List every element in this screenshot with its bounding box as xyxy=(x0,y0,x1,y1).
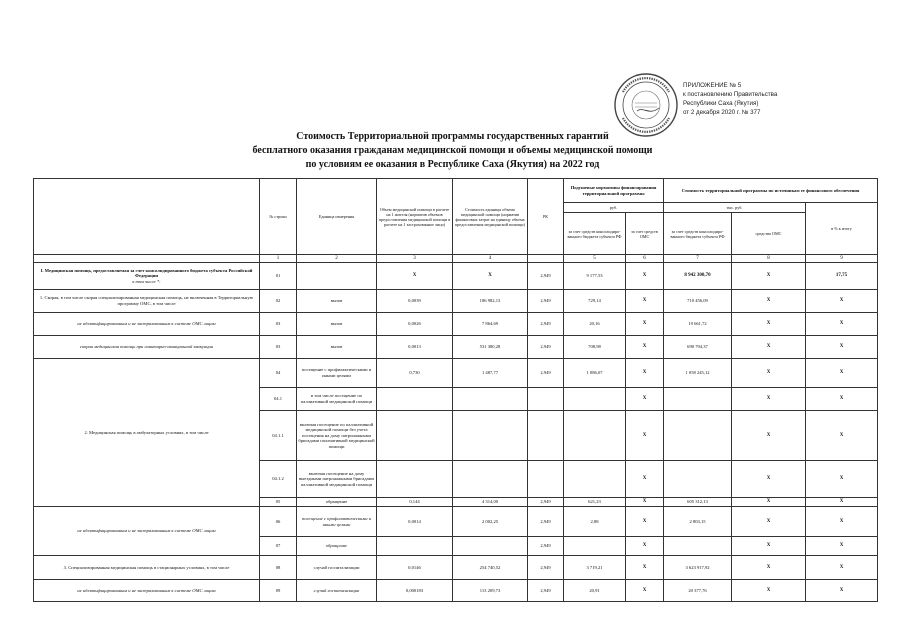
cell-cost xyxy=(453,388,528,411)
col-number: 4 xyxy=(453,255,528,263)
cell-oms-total: X xyxy=(732,537,806,556)
col-number: 5 xyxy=(564,255,626,263)
cell-budget: 2,88 xyxy=(564,507,626,537)
cell-cost: X xyxy=(453,263,528,290)
cell-budget xyxy=(564,388,626,411)
cell-oms-total: X xyxy=(732,507,806,537)
col-number: 3 xyxy=(377,255,453,263)
header-row-num: № строки xyxy=(260,179,297,255)
cell-volume xyxy=(377,388,453,411)
cell-num: 02 xyxy=(260,290,297,313)
cell-rk: 2,949 xyxy=(528,507,564,537)
title-line: бесплатного оказания гражданам медицинской помощи и объемы медицинской помощи xyxy=(252,145,653,156)
column-number-row xyxy=(34,255,878,263)
cell-budget-total: 710 456,09 xyxy=(664,290,732,313)
cell-cost: 186 982,13 xyxy=(453,290,528,313)
official-seal xyxy=(613,72,679,138)
cell-oms-total: X xyxy=(732,263,806,290)
cell-rk: 2,949 xyxy=(528,580,564,602)
cell-percent: X xyxy=(806,498,878,507)
cell-oms: X xyxy=(626,336,664,359)
cell-unit: в том числе посещение по паллиативной медицинской помощи xyxy=(297,388,377,411)
cell-unit: включая посещение по паллиативной медицинской помощи без учета посещения на дому патронажными бригадами паллиативной медицинской помощи xyxy=(297,411,377,461)
table-row xyxy=(34,290,878,313)
cell-unit xyxy=(297,263,377,290)
cell-rk: 2,949 xyxy=(528,537,564,556)
table-row xyxy=(34,359,878,388)
program-cost-table xyxy=(33,178,878,602)
col-number-blank xyxy=(34,255,260,263)
appendix-line: ПРИЛОЖЕНИЕ № 5 xyxy=(683,82,742,89)
cell-num: 04.1.1 xyxy=(260,411,297,461)
header-oms: за счет средств ОМС xyxy=(626,213,664,255)
row-label: не идентифицированным и не застрахованным в системе ОМС лицам xyxy=(34,507,260,556)
cell-unit: включая посещение на дому выездными патронажными бригадами паллиативной медицинской помощи xyxy=(297,461,377,498)
cell-volume: X xyxy=(377,263,453,290)
cell-oms-total: X xyxy=(732,556,806,580)
header-per-capita: Подушевые нормативы финансирования территориальной программы xyxy=(564,179,664,203)
cell-percent: X xyxy=(806,461,878,498)
cell-oms: X xyxy=(626,290,664,313)
header-cost: Стоимость единицы объема медицинской помощи (норматив финансовых затрат на единицу объема предоставления медицинской помощи) xyxy=(453,179,528,255)
cell-num: 07 xyxy=(260,537,297,556)
cell-cost: 7 864,69 xyxy=(453,313,528,336)
cell-budget-total: 8 942 300,70 xyxy=(664,263,732,290)
cell-rk: 2,949 xyxy=(528,336,564,359)
cell-unit: случай госпитализации xyxy=(297,556,377,580)
cell-rk: 2,949 xyxy=(528,313,564,336)
cell-volume: 0,144 xyxy=(377,498,453,507)
cell-cost: 254 740,52 xyxy=(453,556,528,580)
cell-budget-total: 605 312,13 xyxy=(664,498,732,507)
row-label: 1. Скорая, в том числе скорая специализированная медицинская помощь, не включенная в Территориальную программу ОМС, в том числе xyxy=(34,290,260,313)
cell-num: 04.1 xyxy=(260,388,297,411)
cell-num: 04.1.2 xyxy=(260,461,297,498)
cell-budget xyxy=(564,537,626,556)
cell-volume xyxy=(377,537,453,556)
col-number: 6 xyxy=(626,255,664,263)
cell-oms: X xyxy=(626,263,664,290)
row-label: не идентифицированным и не застрахованным в системе ОМС лицам xyxy=(34,313,260,336)
col-number: 9 xyxy=(806,255,878,263)
cell-oms: X xyxy=(626,498,664,507)
row-label: I. Медицинская помощь, предоставляемая за счет консолидированного бюджета субъекта Российской Федерации в том числе *: xyxy=(34,263,260,290)
appendix-block xyxy=(683,81,883,117)
cell-budget: 20,91 xyxy=(564,580,626,602)
cell-budget xyxy=(564,411,626,461)
cell-unit: случай госпитализации xyxy=(297,580,377,602)
cell-budget: 9 177,53 xyxy=(564,263,626,290)
cell-budget-total xyxy=(664,537,732,556)
cell-oms: X xyxy=(626,359,664,388)
cell-budget-total xyxy=(664,411,732,461)
title-line: Стоимость Территориальной программы государственных гарантий xyxy=(296,131,609,142)
cell-rk: 2,949 xyxy=(528,290,564,313)
cell-budget: 1 086,07 xyxy=(564,359,626,388)
cell-unit: вызов xyxy=(297,336,377,359)
cell-percent: X xyxy=(806,507,878,537)
cell-percent: X xyxy=(806,556,878,580)
table-row xyxy=(34,580,878,602)
row-label: 3. Специализированная медицинская помощь в стационарных условиях, в том числе xyxy=(34,556,260,580)
cell-oms-total: X xyxy=(732,290,806,313)
cell-cost: 531 380,28 xyxy=(453,336,528,359)
cell-cost: 2 002,25 xyxy=(453,507,528,537)
cell-percent: X xyxy=(806,313,878,336)
cell-volume: 0,000183 xyxy=(377,580,453,602)
cell-oms-total: X xyxy=(732,336,806,359)
row-label: скорая медицинская помощь при санитарно-авиационной эвакуации xyxy=(34,336,260,359)
cell-budget-total xyxy=(664,461,732,498)
appendix-line: Республики Саха (Якутия) xyxy=(683,100,759,107)
cell-oms-total: X xyxy=(732,359,806,388)
cell-unit: посещение с профилактическими и иными целями xyxy=(297,507,377,537)
table-row xyxy=(34,336,878,359)
cell-oms: X xyxy=(626,556,664,580)
cell-rk: 2,949 xyxy=(528,556,564,580)
cell-cost: 1 487,77 xyxy=(453,359,528,388)
cell-percent: X xyxy=(806,290,878,313)
cell-budget-total: 20 377,76 xyxy=(664,580,732,602)
cell-budget: 621,23 xyxy=(564,498,626,507)
header-rk: РК xyxy=(528,179,564,255)
cell-volume xyxy=(377,411,453,461)
cell-oms-total: X xyxy=(732,411,806,461)
cell-percent: 17,75 xyxy=(806,263,878,290)
header-oms-total: средства ОМС xyxy=(732,213,806,255)
table-row xyxy=(34,556,878,580)
cell-budget: 729,14 xyxy=(564,290,626,313)
col-number: 2 xyxy=(297,255,377,263)
cell-unit: вызов xyxy=(297,313,377,336)
cell-num: 09 xyxy=(260,580,297,602)
cell-volume: 0,0146 xyxy=(377,556,453,580)
cell-volume: 0,0013 xyxy=(377,336,453,359)
cell-unit: обращение xyxy=(297,498,377,507)
cell-oms: X xyxy=(626,313,664,336)
cell-oms: X xyxy=(626,461,664,498)
header-percent: в % к итогу xyxy=(806,203,878,255)
cell-budget: 708,98 xyxy=(564,336,626,359)
cell-oms: X xyxy=(626,537,664,556)
appendix-line: к постановлению Правительства xyxy=(683,91,778,98)
document-title xyxy=(0,130,905,172)
cell-oms: X xyxy=(626,507,664,537)
cell-percent: X xyxy=(806,537,878,556)
cell-unit: посещение с профилактическими и иными целями xyxy=(297,359,377,388)
cell-oms-total: X xyxy=(732,580,806,602)
cell-oms-total: X xyxy=(732,388,806,411)
cell-percent: X xyxy=(806,336,878,359)
cell-budget-total: 19 661,72 xyxy=(664,313,732,336)
cell-oms-total: X xyxy=(732,498,806,507)
cell-cost xyxy=(453,461,528,498)
cell-unit: вызов xyxy=(297,290,377,313)
cell-budget: 20,16 xyxy=(564,313,626,336)
header-budget-total: за счет средств консолидиро-ванного бюджета субъекта РФ xyxy=(664,213,732,255)
header-empty xyxy=(34,179,260,255)
header-volume: Объем медицинской помощи в расчете на 1 жителя (норматив объемов предоставления медицинской помощи в расчете на 1 застрахованное лицо) xyxy=(377,179,453,255)
table-row xyxy=(34,313,878,336)
cell-volume xyxy=(377,461,453,498)
cell-num: 04 xyxy=(260,359,297,388)
cell-budget-total xyxy=(664,388,732,411)
cell-oms: X xyxy=(626,411,664,461)
cell-percent: X xyxy=(806,411,878,461)
cell-rk: 2,949 xyxy=(528,359,564,388)
cell-volume: 0,0039 xyxy=(377,290,453,313)
row-label: 2. Медицинская помощь в амбулаторных условиях, в том числе xyxy=(34,359,260,507)
cell-budget: 3 719,21 xyxy=(564,556,626,580)
row-label: не идентифицированным и не застрахованным в системе ОМС лицам xyxy=(34,580,260,602)
cell-volume: 0,0014 xyxy=(377,507,453,537)
cell-oms: X xyxy=(626,580,664,602)
cell-num: 03 xyxy=(260,313,297,336)
cell-cost: 113 209,73 xyxy=(453,580,528,602)
header-unit: Единица измерения xyxy=(297,179,377,255)
cell-percent: X xyxy=(806,388,878,411)
cell-num: 03 xyxy=(260,336,297,359)
cell-budget-total: 1 058 245,12 xyxy=(664,359,732,388)
cell-cost: 4 314,00 xyxy=(453,498,528,507)
appendix-line: от 2 декабря 2020 г. № 377 xyxy=(683,109,761,116)
cell-volume: 0,730 xyxy=(377,359,453,388)
header-total: Стоимость территориальной программы по источникам ее финансового обеспечения xyxy=(664,179,878,203)
cell-num: 01 xyxy=(260,263,297,290)
cell-cost xyxy=(453,537,528,556)
cell-oms-total: X xyxy=(732,313,806,336)
cell-num: 05 xyxy=(260,498,297,507)
cell-rk xyxy=(528,461,564,498)
cell-budget-total: 2 803,15 xyxy=(664,507,732,537)
table-row xyxy=(34,263,878,290)
header-thousand-rub: тыс. руб. xyxy=(664,203,806,213)
cell-rk xyxy=(528,388,564,411)
cell-oms: X xyxy=(626,388,664,411)
table-row xyxy=(34,507,878,537)
cell-rk: 2,949 xyxy=(528,263,564,290)
cell-num: 08 xyxy=(260,556,297,580)
cell-num: 06 xyxy=(260,507,297,537)
cell-volume: 0,0026 xyxy=(377,313,453,336)
header-budget: за счет средств консолидиро-ванного бюджета субъекта РФ xyxy=(564,213,626,255)
cell-budget xyxy=(564,461,626,498)
cell-rk xyxy=(528,411,564,461)
cell-percent: X xyxy=(806,580,878,602)
header-rub: руб. xyxy=(564,203,664,213)
cell-percent: X xyxy=(806,359,878,388)
cell-rk: 2,949 xyxy=(528,498,564,507)
col-number: 8 xyxy=(732,255,806,263)
col-number: 7 xyxy=(664,255,732,263)
title-line: по условиям ее оказания в Республике Саха (Якутия) на 2022 год xyxy=(305,159,600,170)
col-number: 1 xyxy=(260,255,297,263)
cell-cost xyxy=(453,411,528,461)
cell-budget-total: 690 794,37 xyxy=(664,336,732,359)
cell-unit: обращение xyxy=(297,537,377,556)
col-number-blank xyxy=(528,255,564,263)
cell-oms-total: X xyxy=(732,461,806,498)
cell-budget-total: 3 623 917,92 xyxy=(664,556,732,580)
